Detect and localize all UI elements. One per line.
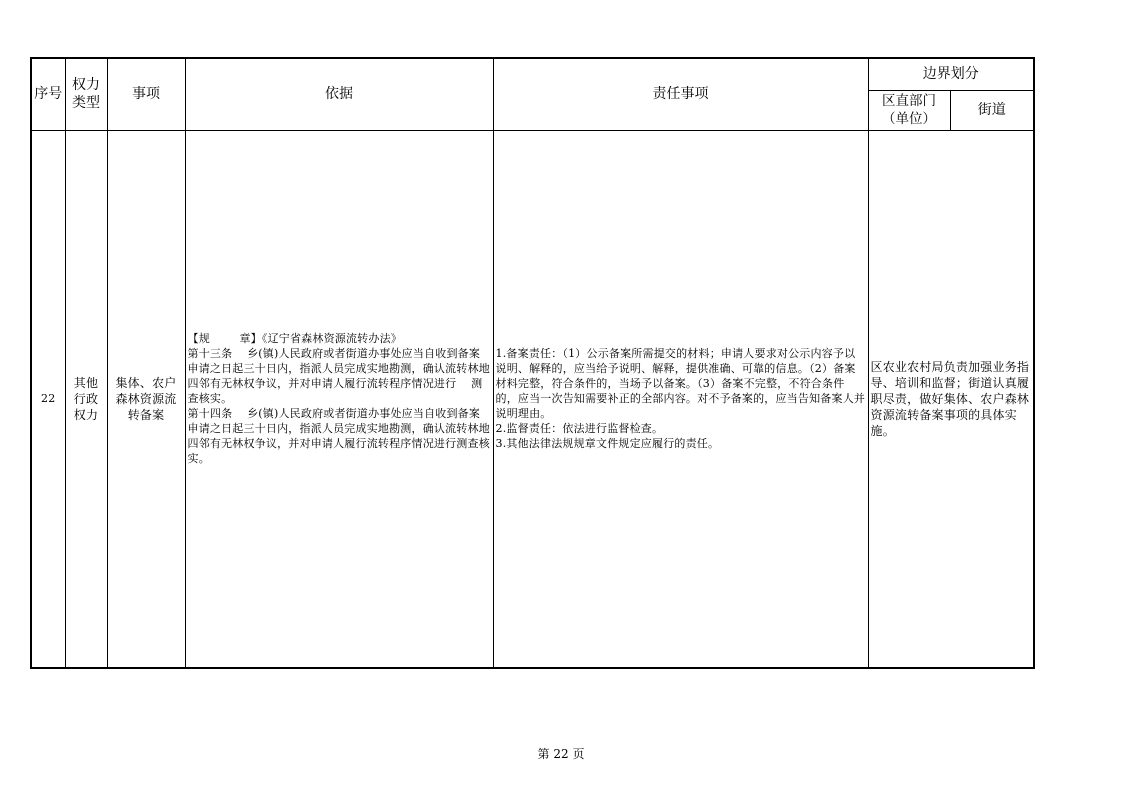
header-boundary-text: 边界划分	[922, 66, 979, 83]
header-seq	[31, 58, 65, 130]
cell-seq	[31, 130, 65, 668]
header-basis-text: 依据	[325, 86, 353, 103]
cell-basis-text: 【规 章】《辽宁省森林资源流转办法》 第十三条 乡(镇)人民政府或者街道办事处应当自收到备案申请之日起三十日内，指派人员完成实地勘测，确认流转林地四邻有无林权争议，并对申请人履行流转程序情况进行 测查核实。 第十四条 乡(镇)人民政府或者街道办事处应当自收到备案申请之日起三十日内，指派人员完成实地勘测，确认流转林地四邻有无林权争议，并对申请人履行流转程序情况进行测查核实。	[187, 332, 490, 466]
header-power-type-text: 权力类型	[71, 77, 100, 112]
header-basis	[185, 58, 493, 130]
header-power-type	[65, 58, 107, 130]
responsibility-item-1: 1.备案责任：（1）公示备案所需提交的材料；申请人要求对公示内容予以说明、解释的，应当给予说明、解释，提供准确、可靠的信息。（2）备案材料完整，符合条件的，当场予以备案。（3）备案不完整，不符合条件的，应当一次告知需要补正的全部内容。对不予备案的，应当告知备案人并说明理由。	[495, 347, 866, 421]
responsibility-item-2: 2.监督责任：依法进行监督检查。	[495, 422, 664, 436]
header-boundary	[868, 58, 1034, 90]
cell-power-type-text: 其他行政权力	[73, 375, 99, 422]
cell-dept	[868, 130, 1034, 668]
cell-dept-text: 区农业农村局负责加强业务指导、培训和监督；街道认真履职尽责，做好集体、农户森林资源流转备案事项的具体实施。	[870, 359, 1030, 438]
table-row	[31, 130, 1034, 668]
header-street	[950, 90, 1034, 130]
cell-power-type	[65, 130, 107, 668]
header-street-text: 街道	[977, 102, 1006, 118]
cell-basis	[185, 130, 493, 668]
responsibility-item-3: 3.其他法律法规规章文件规定应履行的责任。	[495, 437, 720, 451]
header-responsibility	[493, 58, 868, 130]
page-number: 第 22 页	[537, 747, 585, 761]
header-item-text: 事项	[132, 86, 160, 103]
header-responsibility-text: 责任事项	[652, 86, 709, 103]
header-item	[107, 58, 185, 130]
cell-item-text: 集体、农户森林资源流转备案	[115, 375, 177, 422]
cell-responsibility	[493, 130, 868, 668]
cell-item	[107, 130, 185, 668]
cell-seq-text: 22	[41, 392, 56, 406]
header-dept	[868, 90, 950, 130]
responsibility-table	[30, 57, 1035, 669]
header-seq-text: 序号	[34, 86, 63, 103]
header-dept-text: 区直部门（单位）	[882, 93, 936, 127]
